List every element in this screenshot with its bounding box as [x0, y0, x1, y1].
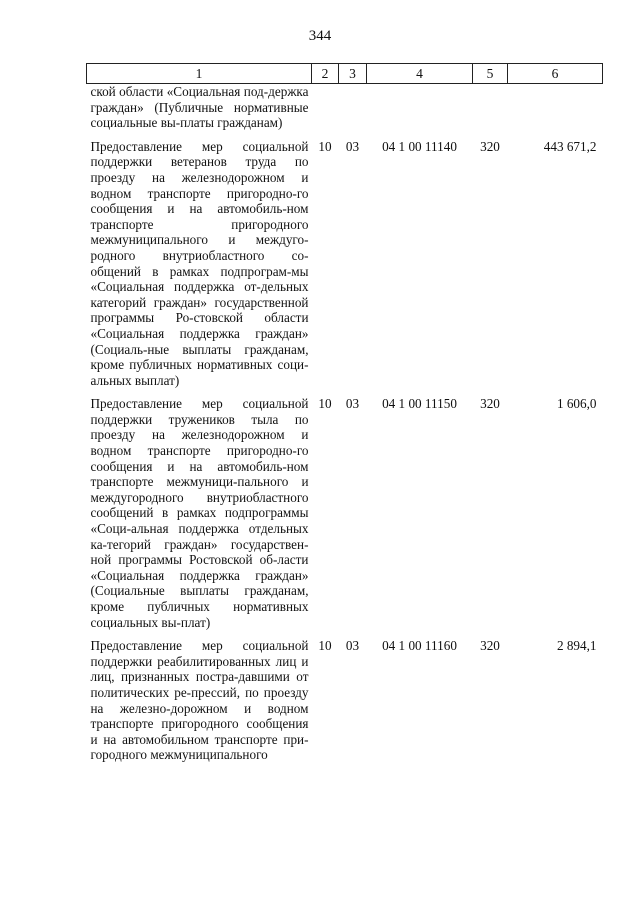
row-target-code: 04 1 00 11160	[382, 638, 457, 654]
row-subsection: 03	[345, 138, 360, 154]
row-expense-type: 320	[480, 638, 500, 654]
row-section: 10	[318, 396, 332, 412]
row-subsection	[339, 84, 367, 139]
row-expense-type	[473, 84, 508, 139]
row-amount: 2 894,1	[556, 638, 597, 654]
row-description: Предоставление мер социальной поддержки ветеранов труда по проезду на железнодорожном и водном транспорте пригородно-го сообщения и на автомобиль-ном транспорте пригородного межмуниципального и междуго-родного внутриобластного со-общений в рамках подпрограм-мы «Социальная поддержка от-дельных категорий граждан» государственной программы Ро-стовской области «Социальная поддержка граждан» (Социаль-ные выплаты гражданам, кроме публичных нормативных соци-альных выплат)	[90, 138, 309, 388]
table-row	[87, 638, 603, 771]
row-subsection: 03	[345, 396, 360, 412]
table-header	[87, 64, 603, 84]
row-expense-type: 320	[480, 396, 500, 412]
row-amount: 1 606,0	[556, 396, 597, 412]
row-section: 10	[318, 138, 332, 154]
row-description: Предоставление мер социальной поддержки тружеников тыла по проезду на железнодорожном и водном транспорте пригородно-го сообщения и на автомобиль-ном транспорте межмуници-пального и междугородного внутриобластного сообщений в рамках подпрограммы «Соци-альная поддержка отдельных ка-тегорий граждан» государствен-ной программы Ростовской об-ласти «Социальная поддержка граждан» (Социальные выплаты гражданам, кроме публичных нормативных социальных вы-плат)	[90, 396, 309, 630]
column-header-1: 1	[87, 64, 312, 84]
table-row	[87, 84, 603, 139]
table-row	[87, 139, 603, 397]
column-header-4: 4	[367, 64, 473, 84]
column-header-3: 3	[339, 64, 367, 84]
row-target-code	[367, 84, 473, 139]
row-amount: 443 671,2	[543, 138, 597, 154]
column-header-5: 5	[473, 64, 508, 84]
row-description: Предоставление мер социальной поддержки реабилитированных лиц и лиц, признанных постра-давшими от политических ре-прессий, по проезду на железно-дорожном и водном транспорте пригородного сообщения и на автомобильном транспорте при-городного межмуниципального	[90, 638, 309, 763]
row-target-code: 04 1 00 11140	[382, 138, 457, 154]
row-amount	[508, 84, 603, 139]
column-header-6: 6	[508, 64, 603, 84]
row-description: ской области «Социальная под-держка граждан» (Публичные нормативные социальные вы-платы гражданам)	[90, 84, 309, 131]
header-row	[87, 64, 603, 84]
table-body	[87, 84, 603, 771]
page-number: 344	[308, 28, 332, 44]
budget-table	[86, 63, 603, 771]
table-row	[87, 396, 603, 638]
row-section	[312, 84, 339, 139]
row-subsection: 03	[345, 638, 360, 654]
row-expense-type: 320	[480, 138, 500, 154]
column-header-2: 2	[312, 64, 339, 84]
row-target-code: 04 1 00 11150	[382, 396, 457, 412]
row-section: 10	[318, 638, 332, 654]
